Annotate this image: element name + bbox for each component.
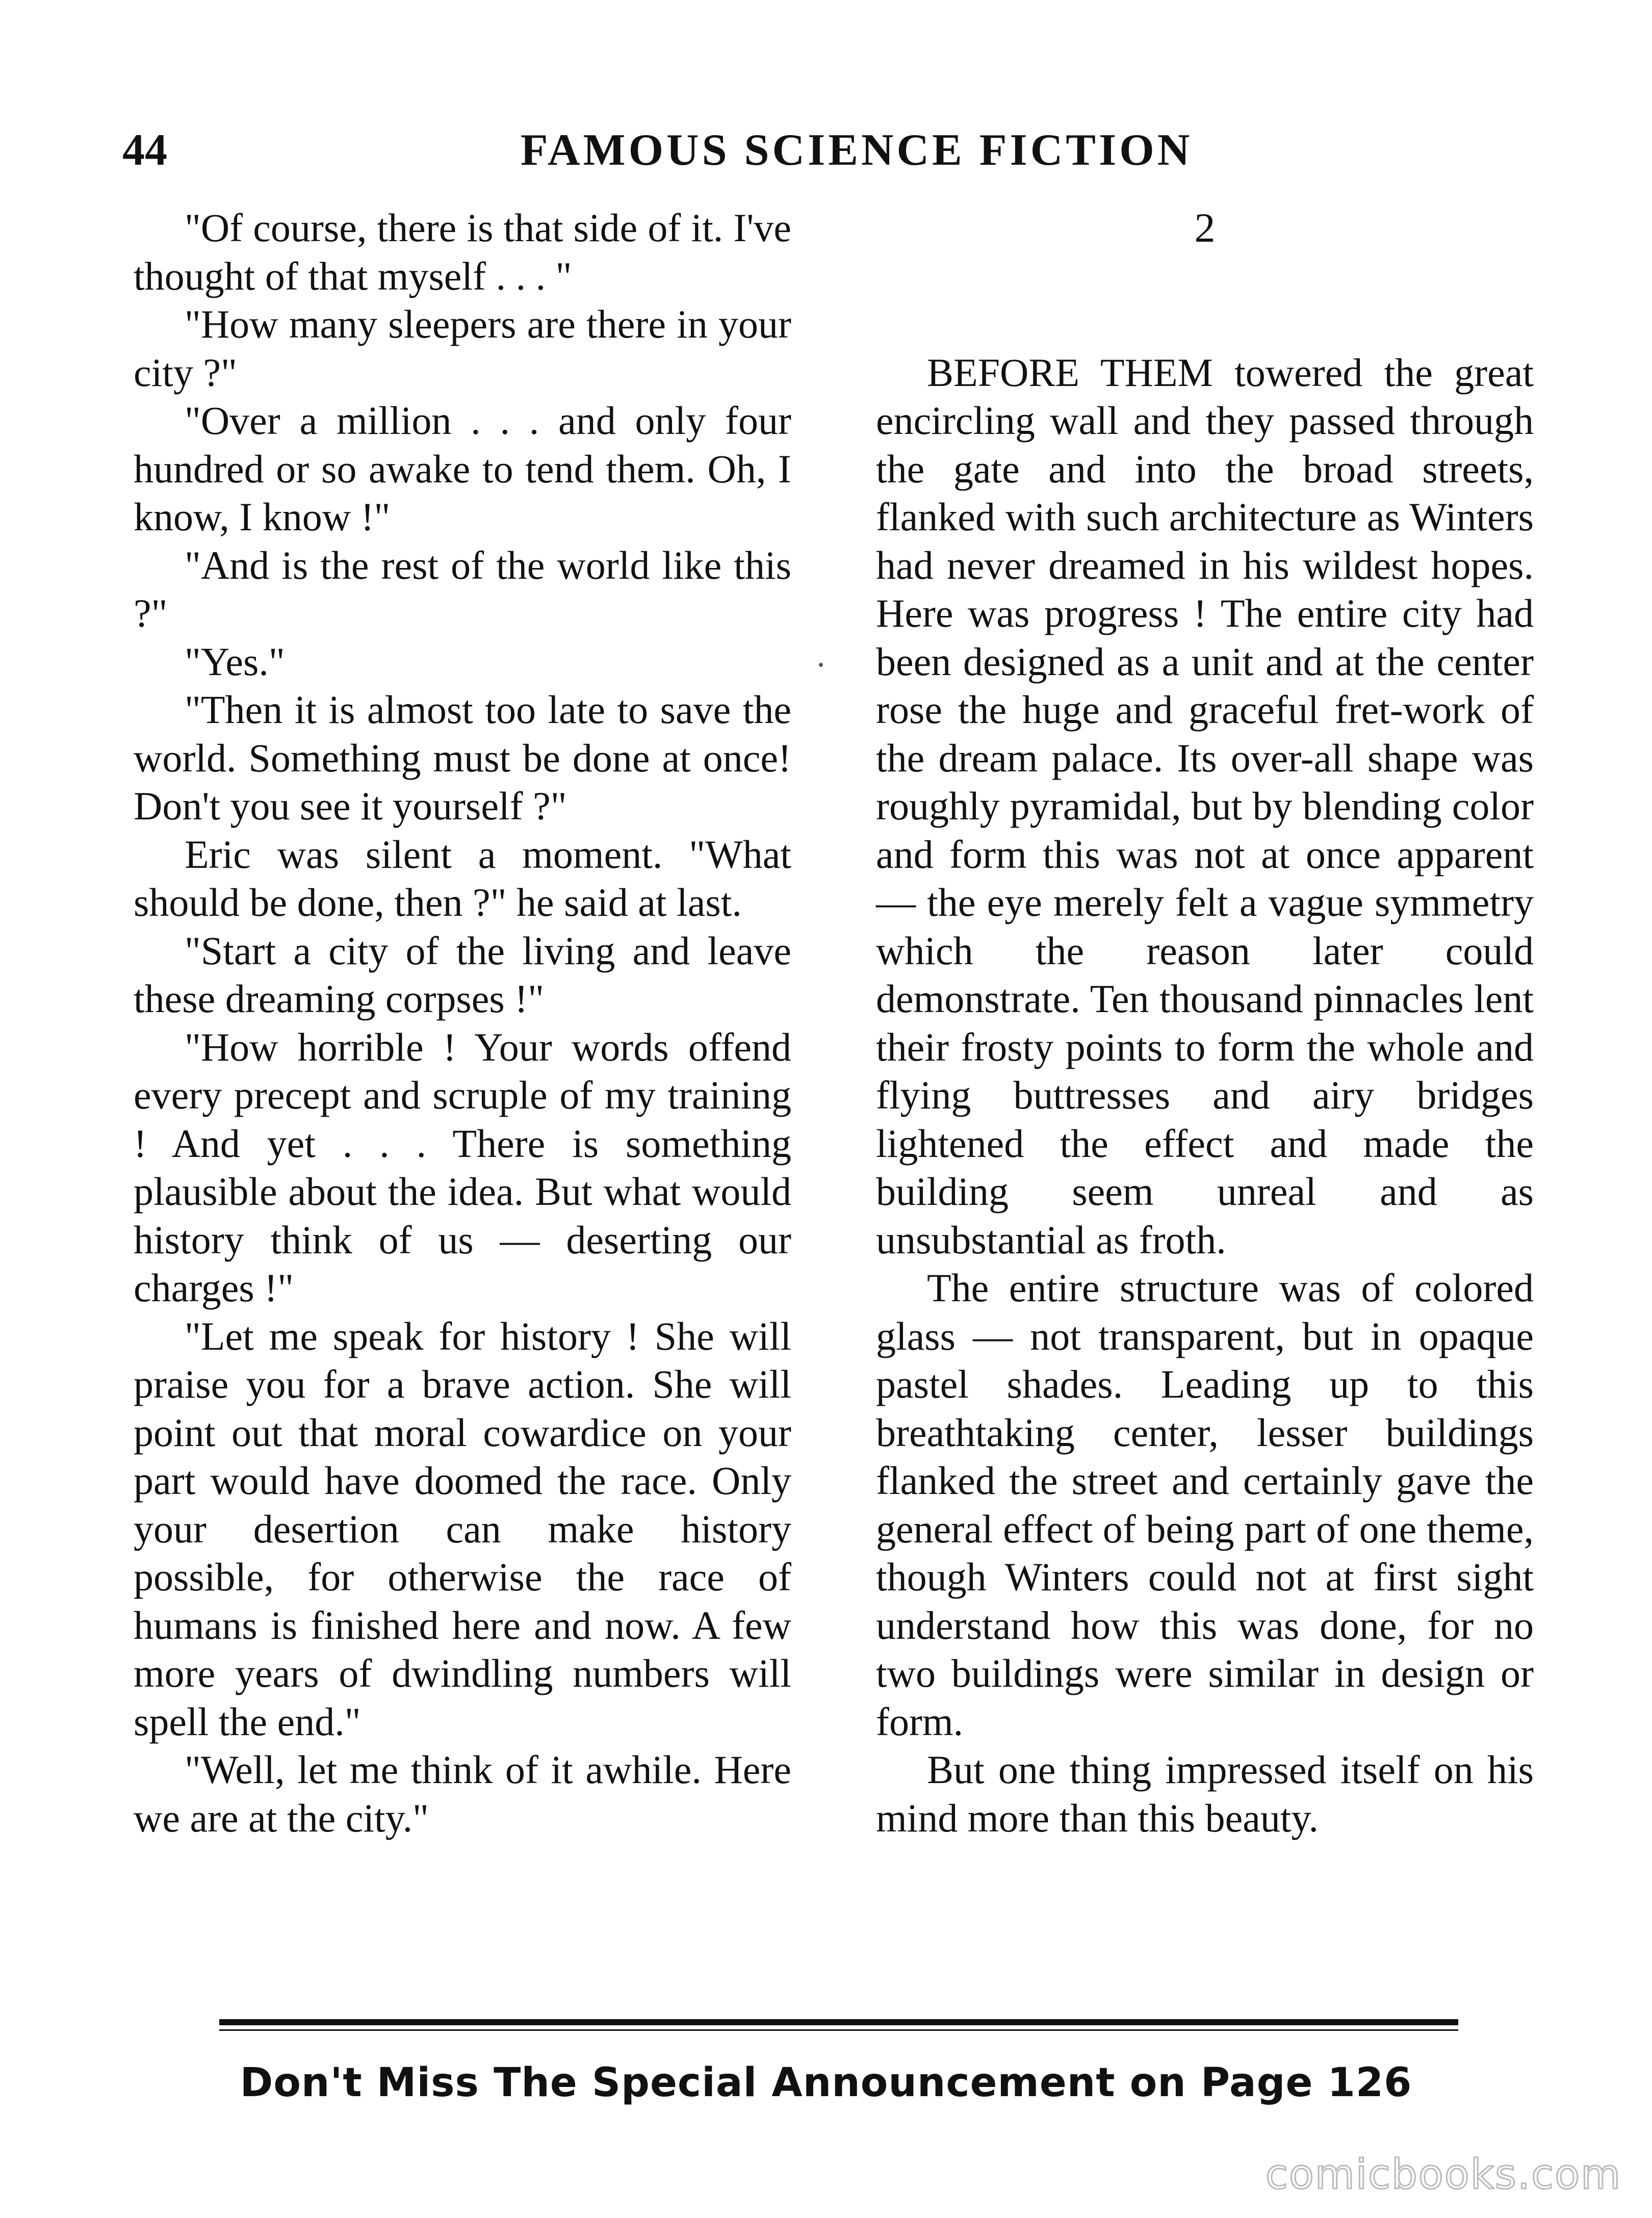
- watermark: comicbooks.com: [1265, 2151, 1621, 2198]
- paragraph: "How horrible ! Your words offend every precept and scruple of my training ! And yet . . . There is something plausible about the idea. But what would history think of us — deserting our charges !": [134, 1024, 791, 1310]
- footer-announcement: Don't Miss The Special Announcement on Page 126: [240, 2060, 1412, 2106]
- paragraph: "How many sleepers are there in your city ?": [134, 302, 791, 395]
- page-header: [122, 117, 1530, 184]
- page-number: 44: [122, 125, 167, 175]
- paragraph: The entire structure was of colored glass — not transparent, but in opaque pastel shades. Leading up to this breathtaking center, lesser buildings flanked the street and certainly gave the general effect of being part of one theme, though Winters could not at first sight understand how this was done, for no two buildings were similar in design or form.: [876, 1266, 1534, 1744]
- paragraph: "Over a million . . . and only four hundred or so awake to tend them. Oh, I know, I know !": [134, 398, 791, 539]
- footer-divider-thin: [219, 2029, 1458, 2031]
- paragraph: "Start a city of the living and leave these dreaming corpses !": [134, 928, 791, 1021]
- paragraph: But one thing impressed itself on his mind more than this beauty.: [876, 1747, 1534, 1840]
- paragraph: BEFORE THEM towered the great encircling wall and they passed through the gate and into the broad streets, flanked with such architecture as Winters had never dreamed in his wildest hopes. Here was progress ! The entire city had been designed as a unit and at the center rose the huge and graceful fret-work of the dream palace. Its over-all shape was roughly pyramidal, but by blending color and form this was not at once apparent — the eye merely felt a vague symmetry which the reason later could demonstrate. Ten thousand pinnacles lent their frosty points to form the whole and flying buttresses and airy bridges lightened the effect and made the building seem unreal and as unsubstantial as froth.: [876, 350, 1534, 1262]
- magazine-title: FAMOUS SCIENCE FICTION: [520, 125, 1193, 175]
- print-speck: [819, 663, 823, 667]
- footer-divider: [219, 2019, 1458, 2025]
- right-text-column: [876, 204, 1534, 1842]
- left-text-column: [134, 204, 791, 1842]
- paragraph: "And is the rest of the world like this ?": [134, 543, 791, 635]
- paragraph: "Then it is almost too late to save the world. Something must be done at once! Don't you see it yourself ?": [134, 687, 791, 828]
- paragraph: Eric was silent a moment. "What should be done, then ?" he said at last.: [134, 832, 791, 924]
- paragraph: "Let me speak for history ! She will praise you for a brave action. She will point out that moral cowardice on your part would have doomed the race. Only your desertion can make history possible, for otherwise the race of humans is finished here and now. A few more years of dwindling numbers will spell the end.": [134, 1313, 791, 1744]
- paragraph: "Of course, there is that side of it. I've thought of that myself . . . ": [134, 205, 791, 298]
- chapter-number: 2: [1194, 204, 1216, 251]
- paragraph: "Yes.": [185, 639, 285, 684]
- paragraph: "Well, let me think of it awhile. Here we are at the city.": [134, 1747, 791, 1840]
